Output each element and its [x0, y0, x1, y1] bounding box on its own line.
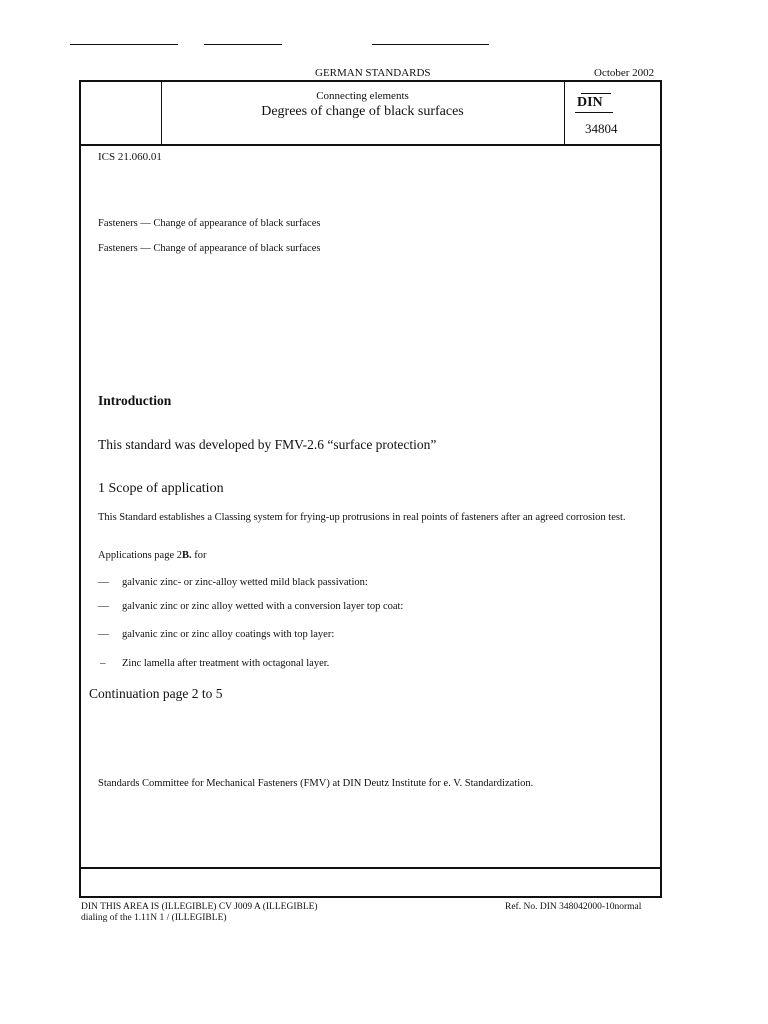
din-label: DIN	[577, 95, 603, 110]
list-item: galvanic zinc- or zinc-alloy wetted mild black passivation:	[122, 577, 368, 588]
applications-prefix: Applications page 2	[98, 550, 182, 561]
scope-paragraph: This Standard establishes a Classing system for frying-up protrusions in real points of fasteners after an agreed corrosion test.	[98, 512, 626, 523]
introduction-text: This standard was developed by FMV-2.6 “surface protection”	[98, 437, 437, 452]
list-item: galvanic zinc or zinc alloy coatings with top layer:	[122, 629, 335, 640]
document-title-line: Fasteners — Change of appearance of black surfaces	[98, 243, 321, 254]
top-rule-2	[204, 44, 282, 45]
top-rule-1	[70, 44, 178, 45]
introduction-heading: Introduction	[98, 393, 172, 408]
continuation-note: Continuation page 2 to 5	[89, 686, 223, 701]
titleblock-title: Degrees of change of black surfaces	[261, 104, 464, 119]
list-item: galvanic zinc or zinc alloy wetted with a conversion layer top coat:	[122, 601, 404, 612]
footer-left-line1: DIN THIS AREA IS (ILLEGIBLE) CV J009 A (ILLEGIBLE)	[81, 902, 318, 912]
list-marker: —	[98, 600, 109, 612]
list-item: Zinc lamella after treatment with octagonal layer.	[122, 658, 330, 669]
list-marker: –	[100, 657, 106, 669]
scope-heading: 1 Scope of application	[98, 481, 224, 496]
top-rule-3	[372, 44, 489, 45]
frame-bottom-rule	[79, 867, 662, 869]
header-date: October 2002	[594, 67, 655, 79]
titleblock-category: Connecting elements	[316, 90, 409, 102]
titleblock-bottom-rule	[79, 144, 662, 146]
list-marker: —	[98, 628, 109, 640]
footer-ref: Ref. No. DIN 348042000-10normal	[505, 902, 642, 912]
footer-left-line2: dialing of the 1.11N 1 / (ILLEGIBLE)	[81, 913, 227, 923]
din-overline	[581, 93, 611, 94]
ics-code: ICS 21.060.01	[98, 151, 162, 163]
din-underline	[575, 112, 613, 113]
document-title-line: Fasteners — Change of appearance of black surfaces	[98, 218, 321, 229]
applications-suffix: for	[191, 550, 207, 561]
header-org: GERMAN STANDARDS	[315, 67, 431, 79]
titleblock-divider-right	[564, 82, 565, 144]
applications-bold: B.	[181, 550, 192, 561]
applications-line	[98, 550, 207, 561]
list-marker: —	[98, 576, 109, 588]
din-number: 34804	[585, 121, 618, 136]
committee-line: Standards Committee for Mechanical Fasteners (FMV) at DIN Deutz Institute for e. V. Standardization.	[98, 778, 534, 789]
